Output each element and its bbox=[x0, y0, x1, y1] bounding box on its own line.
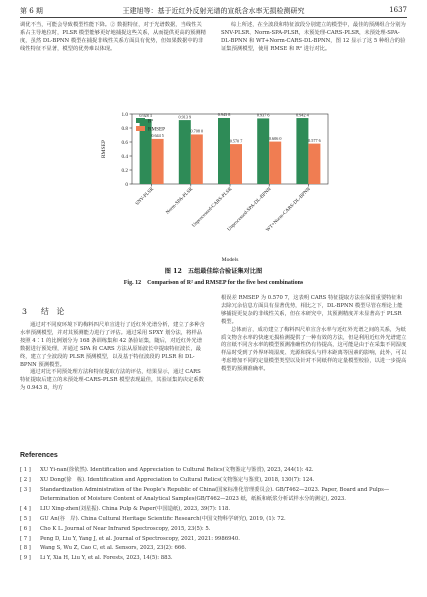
section-title: 结 论 bbox=[40, 307, 65, 316]
running-header bbox=[20, 4, 407, 18]
reference-number: [ 9 ] bbox=[20, 555, 31, 562]
y-tick-label: 0.6 bbox=[121, 139, 128, 146]
y-tick-label: 0.8 bbox=[121, 125, 128, 132]
bar-value-label: 0.928 3 bbox=[139, 113, 152, 119]
reference-text: Cho K L. Journal of Near Infrared Spectroscopy, 2015, 23(5): 5. bbox=[40, 525, 211, 532]
y-tick-label: 1.0 bbox=[121, 111, 128, 118]
reference-item bbox=[20, 544, 407, 554]
reference-number: [ 4 ] bbox=[20, 506, 31, 513]
x-tick-label: Unprocessed-SPA-DL-BPNN bbox=[226, 186, 273, 233]
reference-number: [ 7 ] bbox=[20, 535, 31, 542]
bar-r2 bbox=[257, 118, 269, 184]
x-tick-label: Norm-SPA-PLSR bbox=[165, 186, 195, 216]
reference-text: Standardization Administration of the People's Republic of China(国家标准化管理委员会). GB/T462—2023. Paper, Board and Pulps—Determination of Moisture Content of Analytical Samples(GB/T462—2023 纸，纸板和纸浆分析试样水分的测定), 2023. bbox=[40, 486, 390, 503]
reference-item bbox=[20, 486, 407, 506]
chart-bars bbox=[139, 112, 320, 184]
paragraph: 调优不当，可能会导致模型性能下降。② 数据特征，对于光谱数据，当线性关系占主导地位时，PLSR 模型能够更好地捕捉这些关系，从而提供更高的预测精度，虽然 DL-BPNN 模型在捕捉非线性关系方面具有优势，但如果数据中的非线性特征不显著，模型的优势难以体现。 bbox=[20, 22, 206, 52]
reference-number: [ 5 ] bbox=[20, 515, 31, 522]
bar-value-label: 0.644 5 bbox=[151, 133, 164, 139]
reference-number: [ 1 ] bbox=[20, 467, 31, 473]
reference-text: GU An(谷 岸). China Cultural Heritage Scientific Research(中国文物科学研究), 2019, (1): 72. bbox=[40, 515, 286, 522]
body-text-left-bottom bbox=[20, 322, 206, 393]
references-list bbox=[20, 466, 407, 564]
legend-label: R² bbox=[148, 118, 154, 125]
x-tick-label: WT+Norm-CARS-DL-BPNN bbox=[265, 186, 312, 234]
paragraph: 通过对比不同预处理方法和特征提取方法的评估，结果显示，通过 CARS 特征提取后建立的未预处理-CARS-PLSR 模型表现最佳，其验证集的决定系数为 0.943 8，均方 bbox=[20, 369, 204, 392]
reference-text: Wang S, Wu Z, Cao C, et al. Sensors, 2023, 23(2): 666. bbox=[40, 545, 187, 552]
reference-item bbox=[20, 476, 407, 486]
issue-label: 第 6 期 bbox=[20, 7, 43, 15]
bar-value-label: 0.942 4 bbox=[296, 112, 309, 118]
reference-item bbox=[20, 466, 407, 476]
body-text-left-top bbox=[20, 22, 206, 54]
bar-r2 bbox=[218, 118, 230, 184]
body-text-right-bottom bbox=[221, 295, 407, 374]
figure-12-chart bbox=[94, 108, 332, 264]
bar-r2 bbox=[296, 118, 308, 184]
bar-r2 bbox=[179, 120, 191, 184]
legend-swatch bbox=[136, 126, 145, 131]
reference-number: [ 8 ] bbox=[20, 545, 31, 552]
y-tick-label: 0.2 bbox=[121, 167, 128, 174]
x-tick-label: Unprocessed-CARS-PLSR bbox=[191, 186, 234, 229]
page-number: 1637 bbox=[389, 6, 407, 14]
paragraph: 总体而言，成功建立了梅料四尺单宣含水率与近红外光谱之间的关系，为纸质文物含水率的快速无损检测提供了一种有效的方法，但是利用近红外光谱建立的宣纸不同含水率的模型预测准确性仍有待提高，这可能是由于在采集不同湿度样品时受到了外界环境湿度、光源和探头与样本距离等因素的影响，此外，可以考虑增加不同的定量模型类型以及针对不同纸样的定量模型校验，以进一步提高模型的预测准确率。 bbox=[221, 326, 407, 373]
reference-number: [ 6 ] bbox=[20, 525, 31, 532]
section-number: 3 bbox=[22, 307, 27, 316]
bar-value-label: 0.937 6 bbox=[256, 112, 270, 118]
bar-value-label: 0.943 8 bbox=[217, 112, 231, 118]
y-tick-label: 0.4 bbox=[121, 153, 128, 160]
chart-axes bbox=[101, 112, 328, 263]
reference-text: LIU Xing-zhen(刘星振). China Pulp & Paper(中国造纸), 2023, 39(7): 118. bbox=[40, 506, 231, 513]
paragraph: 通过对不同度环境下的梅料四尺单宣进行了近红外光谱分析，建立了多种含水率预测模型，并对其预测能力进行了评估。通过采用 SPXY 划分法，将样品按照 4∶1 的比例划分为 168 条训练集和 42 条验证集，随后，对近红外光谱数据进行预处理，并通过 SPA 和 CARS 方法从原始波长中提取特征波长，最终，建立了全波段的 PLSR 预测模型，以及基于特征波段的 PLSR 和 DL-BPNN 预测模型。 bbox=[20, 322, 205, 368]
reference-number: [ 3 ] bbox=[20, 486, 31, 493]
section-heading bbox=[22, 306, 64, 317]
reference-text: Peng D, Liu Y, Yang J, et al. Journal of Spectroscopy, 2021, 2021: 9986940. bbox=[40, 535, 240, 542]
bar-value-label: 0.708 0 bbox=[190, 128, 204, 134]
reference-text: Li Y, Xia H, Liu Y, et al. Forests, 2023, 14(5): 883. bbox=[40, 555, 173, 562]
reference-item bbox=[20, 505, 407, 515]
reference-number: [ 2 ] bbox=[20, 476, 31, 483]
y-tick-label: 0 bbox=[125, 181, 128, 188]
y-axis-label: RMSEP bbox=[101, 139, 107, 159]
bar-value-label: 0.577 6 bbox=[308, 137, 321, 143]
reference-item bbox=[20, 525, 407, 535]
reference-item bbox=[20, 535, 407, 545]
bar-value-label: 0.913 9 bbox=[178, 114, 192, 120]
header-rule bbox=[20, 17, 407, 18]
bar-value-label: 0.606 0 bbox=[268, 135, 282, 141]
figure-caption-en: Fig. 12 Comparison of R² and RMSEP for the five best combinations bbox=[123, 280, 304, 286]
legend-label: RMSEP bbox=[148, 126, 166, 133]
bar-rmsep bbox=[308, 144, 320, 184]
legend-swatch bbox=[136, 118, 145, 123]
bar-value-label: 0.570 7 bbox=[229, 138, 243, 144]
reference-text: XU Dong(徐 栋). Identification and Appreciation to Cultural Relics(文物鉴定与鉴赏), 2018, 130(7): 124. bbox=[40, 476, 315, 483]
reference-item bbox=[20, 554, 407, 564]
x-tick-label: SNV-PLSR bbox=[135, 186, 156, 207]
paragraph: 根误差 RMSEP 为 0.570 7，这表明 CARS 特征提取方法在保留重要特征和去除冗余信息方面具有显著优势，相比之下，DL-BPNN 模型尽管在理论上能够捕捉更复杂的非线性关系，但在本研究中，其预测精度并未显著高于 PLSR 模型。 bbox=[221, 295, 403, 325]
reference-item bbox=[20, 515, 407, 525]
references-heading: References bbox=[20, 452, 58, 459]
paragraph: 综上所述，在全波段和特征波段分别建立的模型中，最佳的预测组合分别为 SNV-PLSR、Norm-SPA-PLSR，未预处理-CARS-PLSR，未预处理-SPA-DL-BPNN 和 WT+Norm-CARS-DL-BPNN，图 12 显示了这 5 种组合的验证集预测模型，使用 RMSE 和 R² 进行对比。 bbox=[221, 22, 406, 52]
reference-text: XU Yi-nan(徐依然). Identification and Appreciation to Cultural Relics(文物鉴定与鉴赏), 2023, 244(1): 42. bbox=[40, 467, 314, 473]
body-text-right-top bbox=[221, 22, 407, 54]
bar-rmsep bbox=[191, 134, 203, 184]
x-axis-label: Models bbox=[221, 257, 239, 263]
bar-rmsep bbox=[269, 142, 281, 184]
figure-caption-zh: 图 12 五组最佳综合验证集对比图 bbox=[164, 268, 263, 275]
bar-rmsep bbox=[230, 144, 242, 184]
bar-rmsep bbox=[152, 139, 164, 184]
running-title: 王建旭等：基于近红外反射光谱的宣纸含水率无损检测研究 bbox=[122, 7, 305, 15]
